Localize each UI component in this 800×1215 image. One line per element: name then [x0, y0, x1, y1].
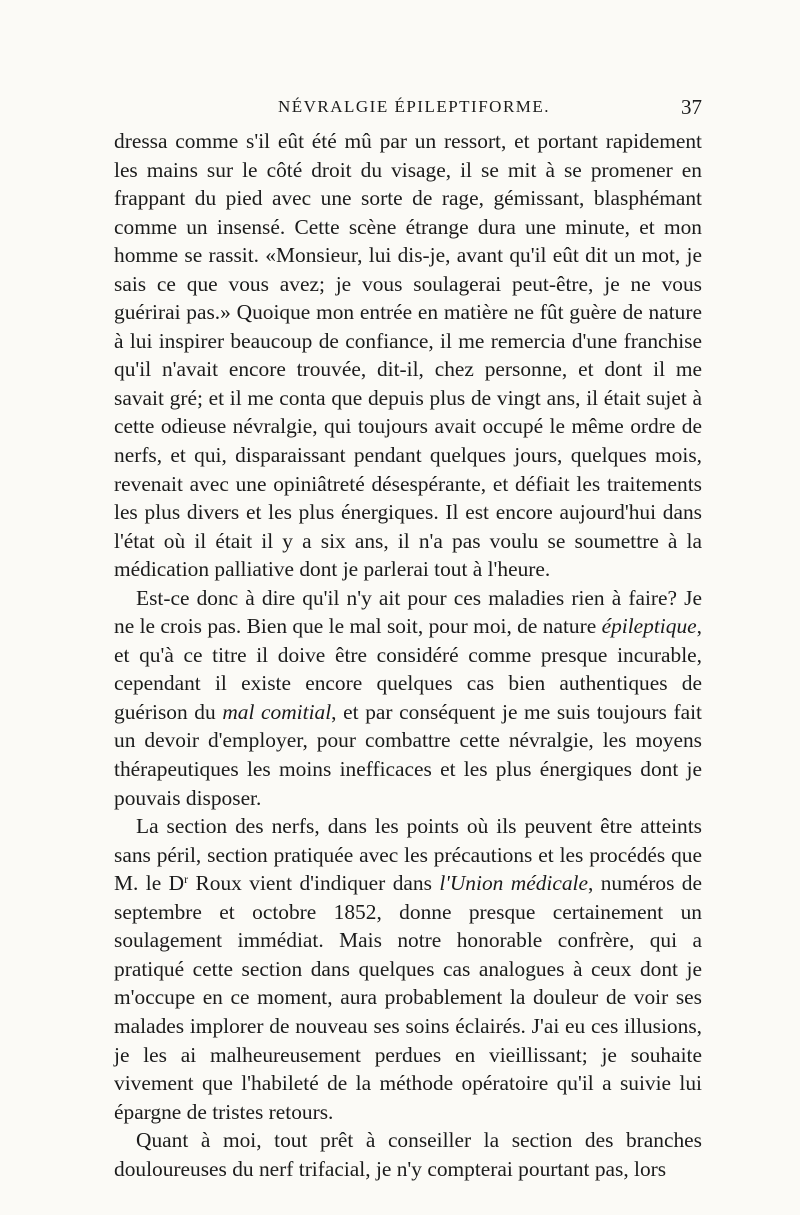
paragraph-3	[114, 812, 702, 1126]
paragraph-2-text-c: , et par conséquent je me suis toujours fait un devoir d'employer, pour combattre cette névralgie, les moyens thérapeutiques les moins inefficaces et les plus énergiques dont je pouvais disposer.	[114, 699, 702, 810]
body-text	[114, 127, 702, 1183]
paragraph-2-text-b: , et qu'à ce titre il doive être considéré comme presque incurable, cependant il existe encore quelques cas bien authentiques de guérison du	[114, 614, 702, 724]
paragraph-3-text-a: La section des nerfs, dans les points où ils peuvent être atteints sans péril, section pratiquée avec les précautions et les procédés que M. le D	[114, 814, 702, 896]
superscript-r: r	[184, 872, 189, 887]
paragraph-2-text-a: Est-ce donc à dire qu'il n'y ait pour ces maladies rien à faire? Je ne le crois pas. Bien que le mal soit, pour moi, de nature	[114, 585, 702, 639]
italic-union-medicale: l'Union médicale	[439, 871, 588, 896]
paragraph-2	[114, 584, 702, 812]
running-title: NÉVRALGIE ÉPILEPTIFORME.	[277, 97, 551, 116]
paragraph-3-text-b: Roux vient d'indiquer dans	[188, 871, 440, 896]
page-header	[114, 97, 702, 127]
page-number: 37	[681, 95, 702, 119]
italic-epileptique: épileptique	[601, 614, 697, 639]
paragraph-1: dressa comme s'il eût été mû par un ressort, et portant rapidement les mains sur le côté droit du visage, il se mit à se promener en frappant du pied avec une sorte de rage, gémissant, blasphémant comme un insensé. Cette scène étrange dura une minute, et mon homme se rassit. «Monsieur, lui dis-je, avant qu'il eût dit un mot, je sais ce que vous avez; je vous soulagerai peut-être, je ne vous guérirai pas.» Quoique mon entrée en matière ne fût guère de nature à lui inspirer beaucoup de confiance, il me remercia d'une franchise qu'il n'avait encore trouvée, dit-il, chez personne, et dont il me savait gré; et il me conta que depuis plus de vingt ans, il était sujet à cette odieuse névralgie, qui toujours avait occupé le même ordre de nerfs, et qui, disparaissant pendant quelques jours, quelques mois, revenait avec une opiniâtreté désespérante, et défiait les traitements les plus divers et les plus énergiques. Il est encore aujourd'hui dans l'état où il était il y a six ans, il n'a pas voulu se soumettre à la médication palliative dont je parlerai tout à l'heure.	[114, 129, 702, 582]
paragraph-4: Quant à moi, tout prêt à conseiller la section des branches douloureuses du nerf trifacial, je n'y compterai pourtant pas, lors	[114, 1128, 702, 1181]
paragraph-3-text-c: , numéros de septembre et octobre 1852, donne presque certainement un soulagement immédiat. Mais notre honorable confrère, qui a pratiqué cette section dans quelques cas analogues à ceux dont je m'occupe en ce moment, aura probablement la douleur de voir ses malades implorer de nouveau ses soins éclairés. J'ai eu ces illusions, je les ai malheureusement perdues en vieillissant; je souhaite vivement que l'habileté de la méthode opératoire qu'il a suivie lui épargne de tristes retours.	[114, 871, 703, 1124]
italic-mal-comitial: mal comitial	[222, 699, 332, 724]
